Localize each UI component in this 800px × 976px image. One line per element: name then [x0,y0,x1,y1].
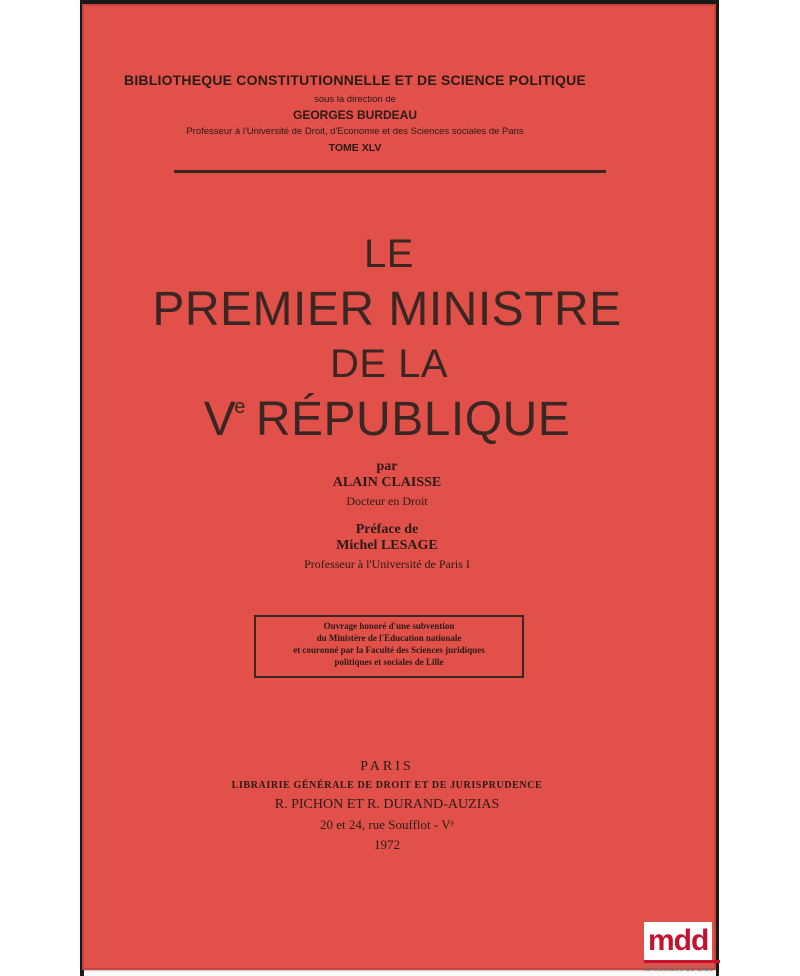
title-republique: RÉPUBLIQUE [255,393,571,446]
direction-label: sous la direction de [314,94,396,105]
series-title: BIBLIOTHEQUE CONSTITUTIONNELLE ET DE SCIENCE POLITIQUE [124,72,586,88]
publisher-house: LIBRAIRIE GÉNÉRALE DE DROIT ET DE JURISPRUDENCE [231,780,543,791]
title-line-4 [70,392,704,447]
title-numeral: V [203,393,237,446]
publisher-address: 20 et 24, rue Soufflot - Vᵉ [320,817,454,832]
honor-line: Ouvrage honoré d'une subvention [323,621,455,631]
title-line-3: DE LA [329,342,449,386]
header-rule [174,170,606,173]
logo-underline [644,960,720,963]
honor-line: du Ministère de l'Education nationale [316,633,462,643]
author-name: ALAIN CLAISSE [332,475,442,490]
author-by: par [376,459,398,474]
honor-notice-box [254,615,524,678]
title-superscript: e [234,396,246,418]
publication-year: 1972 [374,837,400,852]
title-line-1: LE [364,232,414,276]
honor-line: et couronné par la Faculté des Sciences juridiques [293,645,485,655]
publisher-owners: R. PICHON ET R. DURAND-AUZIAS [274,797,500,812]
logo-mark: mdd [644,922,712,960]
scan-border-right [716,0,719,976]
preface-label: Préface de [355,522,419,537]
preface-author: Michel LESAGE [336,538,438,553]
preface-author-title: Professeur à l'Université de Paris I [304,557,470,571]
title-line-2: PREMIER MINISTRE [152,283,622,336]
publisher-city: PARIS [360,759,414,774]
mdd-logo [640,922,720,976]
series-director: GEORGES BURDEAU [292,108,417,122]
honor-line: politiques et sociales de Lille [334,657,444,667]
logo-tagline: la mémoire du droit [644,964,713,973]
book-cover [82,4,716,970]
volume-number: TOME XLV [328,142,382,154]
author-degree: Docteur en Droit [346,494,428,508]
director-title: Professeur à l'Université de Droit, d'Economie et des Sciences sociales de Paris [186,126,524,137]
